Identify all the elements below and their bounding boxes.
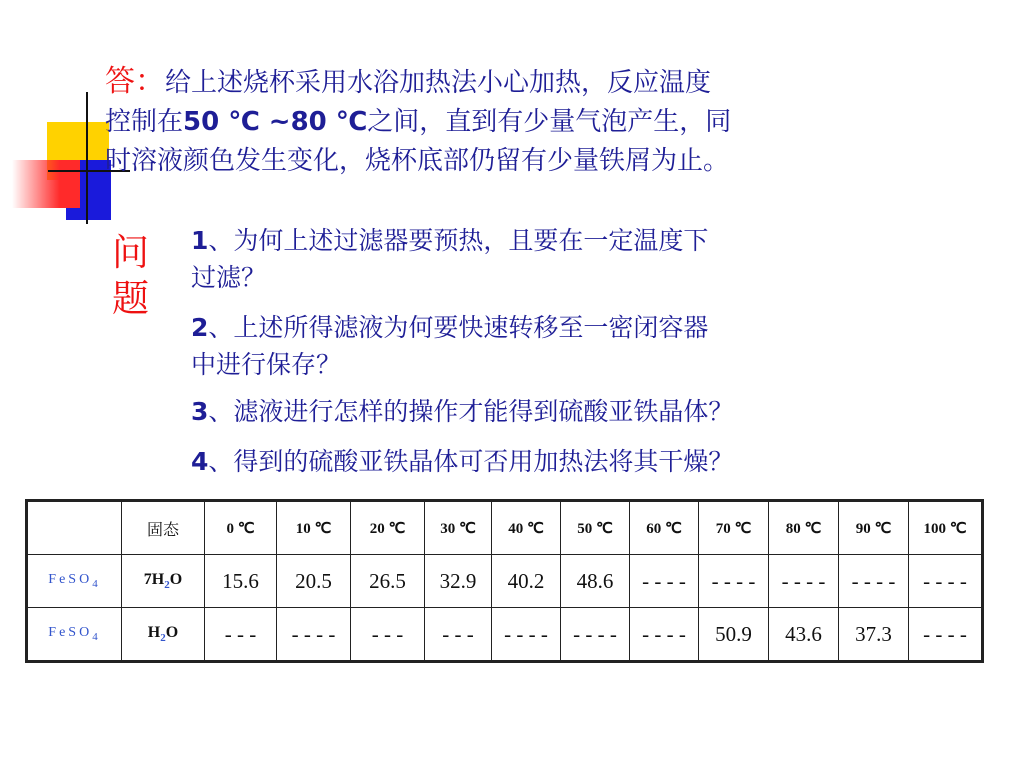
question-text-cont: 过滤？ bbox=[191, 263, 267, 292]
value-cell: - - - - bbox=[909, 555, 983, 608]
header-temp: 30 ℃ bbox=[425, 501, 492, 555]
answer-paragraph bbox=[105, 62, 935, 181]
formula-text: FeSO bbox=[48, 572, 93, 588]
header-solid-state: 固态 bbox=[122, 501, 205, 555]
question-number: 3 bbox=[191, 397, 209, 426]
header-temp: 60 ℃ bbox=[630, 501, 699, 555]
formula-subscript: 4 bbox=[92, 577, 101, 590]
header-temp: 80 ℃ bbox=[769, 501, 839, 555]
header-temp: 10 ℃ bbox=[277, 501, 351, 555]
header-temp: 40 ℃ bbox=[492, 501, 561, 555]
value-cell: 48.6 bbox=[561, 555, 630, 608]
question-3 bbox=[191, 393, 733, 430]
header-temp: 100 ℃ bbox=[909, 501, 983, 555]
value-cell: 43.6 bbox=[769, 608, 839, 662]
header-temp: 50 ℃ bbox=[561, 501, 630, 555]
question-4 bbox=[191, 443, 733, 480]
question-text-cont: 中进行保存？ bbox=[191, 350, 342, 379]
answer-line-3: 时溶液颜色发生变化，烧杯底部仍留有少量铁屑为止。 bbox=[105, 146, 730, 176]
formula-subscript: 4 bbox=[92, 630, 101, 643]
answer-line-2-post: 之间，直到有少量气泡产生，同 bbox=[367, 107, 732, 137]
value-cell: 37.3 bbox=[839, 608, 909, 662]
hydrate-text: H bbox=[147, 623, 161, 641]
value-cell: - - - - bbox=[909, 608, 983, 662]
question-text: 、上述所得滤液为何要快速转移至一密闭容器 bbox=[208, 313, 709, 342]
header-temp: 90 ℃ bbox=[839, 501, 909, 555]
question-1 bbox=[191, 222, 708, 296]
decor-vertical-line bbox=[86, 92, 88, 224]
questions-label: 问题 bbox=[112, 231, 149, 320]
value-cell: 40.2 bbox=[492, 555, 561, 608]
header-temp: 20 ℃ bbox=[351, 501, 425, 555]
table-row bbox=[27, 555, 983, 608]
question-text: 、滤液进行怎样的操作才能得到硫酸亚铁晶体？ bbox=[208, 397, 734, 426]
value-cell: 26.5 bbox=[351, 555, 425, 608]
question-text: 、为何上述过滤器要预热，且要在一定温度下 bbox=[208, 226, 709, 255]
hydrate-subscript: 2 bbox=[160, 632, 166, 645]
value-cell: 15.6 bbox=[205, 555, 277, 608]
table-header-row bbox=[27, 501, 983, 555]
value-cell: 20.5 bbox=[277, 555, 351, 608]
header-temp: 70 ℃ bbox=[699, 501, 769, 555]
hydrate-cell bbox=[122, 555, 205, 608]
decor-red-gradient bbox=[12, 160, 80, 208]
value-cell: 50.9 bbox=[699, 608, 769, 662]
hydrate-end: O bbox=[165, 623, 179, 641]
value-cell: - - - - bbox=[769, 555, 839, 608]
table-row bbox=[27, 608, 983, 662]
hydrate-cell bbox=[122, 608, 205, 662]
value-cell: - - - - bbox=[277, 608, 351, 662]
value-cell: - - - bbox=[205, 608, 277, 662]
value-cell: - - - bbox=[425, 608, 492, 662]
header-temp: 0 ℃ bbox=[205, 501, 277, 555]
hydrate-end: O bbox=[169, 570, 183, 588]
value-cell: - - - - bbox=[561, 608, 630, 662]
answer-line-2-pre: 控制在 bbox=[105, 107, 184, 137]
value-cell: - - - bbox=[351, 608, 425, 662]
answer-line-1: 给上述烧杯采用水浴加热法小心加热，反应温度 bbox=[165, 68, 712, 98]
formula-cell bbox=[27, 555, 122, 608]
value-cell: - - - - bbox=[630, 555, 699, 608]
formula-text: FeSO bbox=[48, 625, 93, 641]
hydrate-text: 7H bbox=[143, 570, 165, 588]
value-cell: 32.9 bbox=[425, 555, 492, 608]
question-2 bbox=[191, 309, 708, 383]
answer-label: 答： bbox=[105, 64, 165, 99]
header-blank-cell bbox=[27, 501, 122, 555]
value-cell: - - - - bbox=[839, 555, 909, 608]
value-cell: - - - - bbox=[492, 608, 561, 662]
question-number: 2 bbox=[191, 313, 209, 342]
question-text: 、得到的硫酸亚铁晶体可否用加热法将其干燥？ bbox=[208, 447, 734, 476]
value-cell: - - - - bbox=[699, 555, 769, 608]
answer-temperature-range: 50 ℃ ~80 ℃ bbox=[183, 107, 368, 137]
question-number: 4 bbox=[191, 447, 209, 476]
hydrate-subscript: 2 bbox=[164, 579, 170, 592]
solubility-table bbox=[25, 499, 984, 663]
question-number: 1 bbox=[191, 226, 209, 255]
value-cell: - - - - bbox=[630, 608, 699, 662]
formula-cell bbox=[27, 608, 122, 662]
